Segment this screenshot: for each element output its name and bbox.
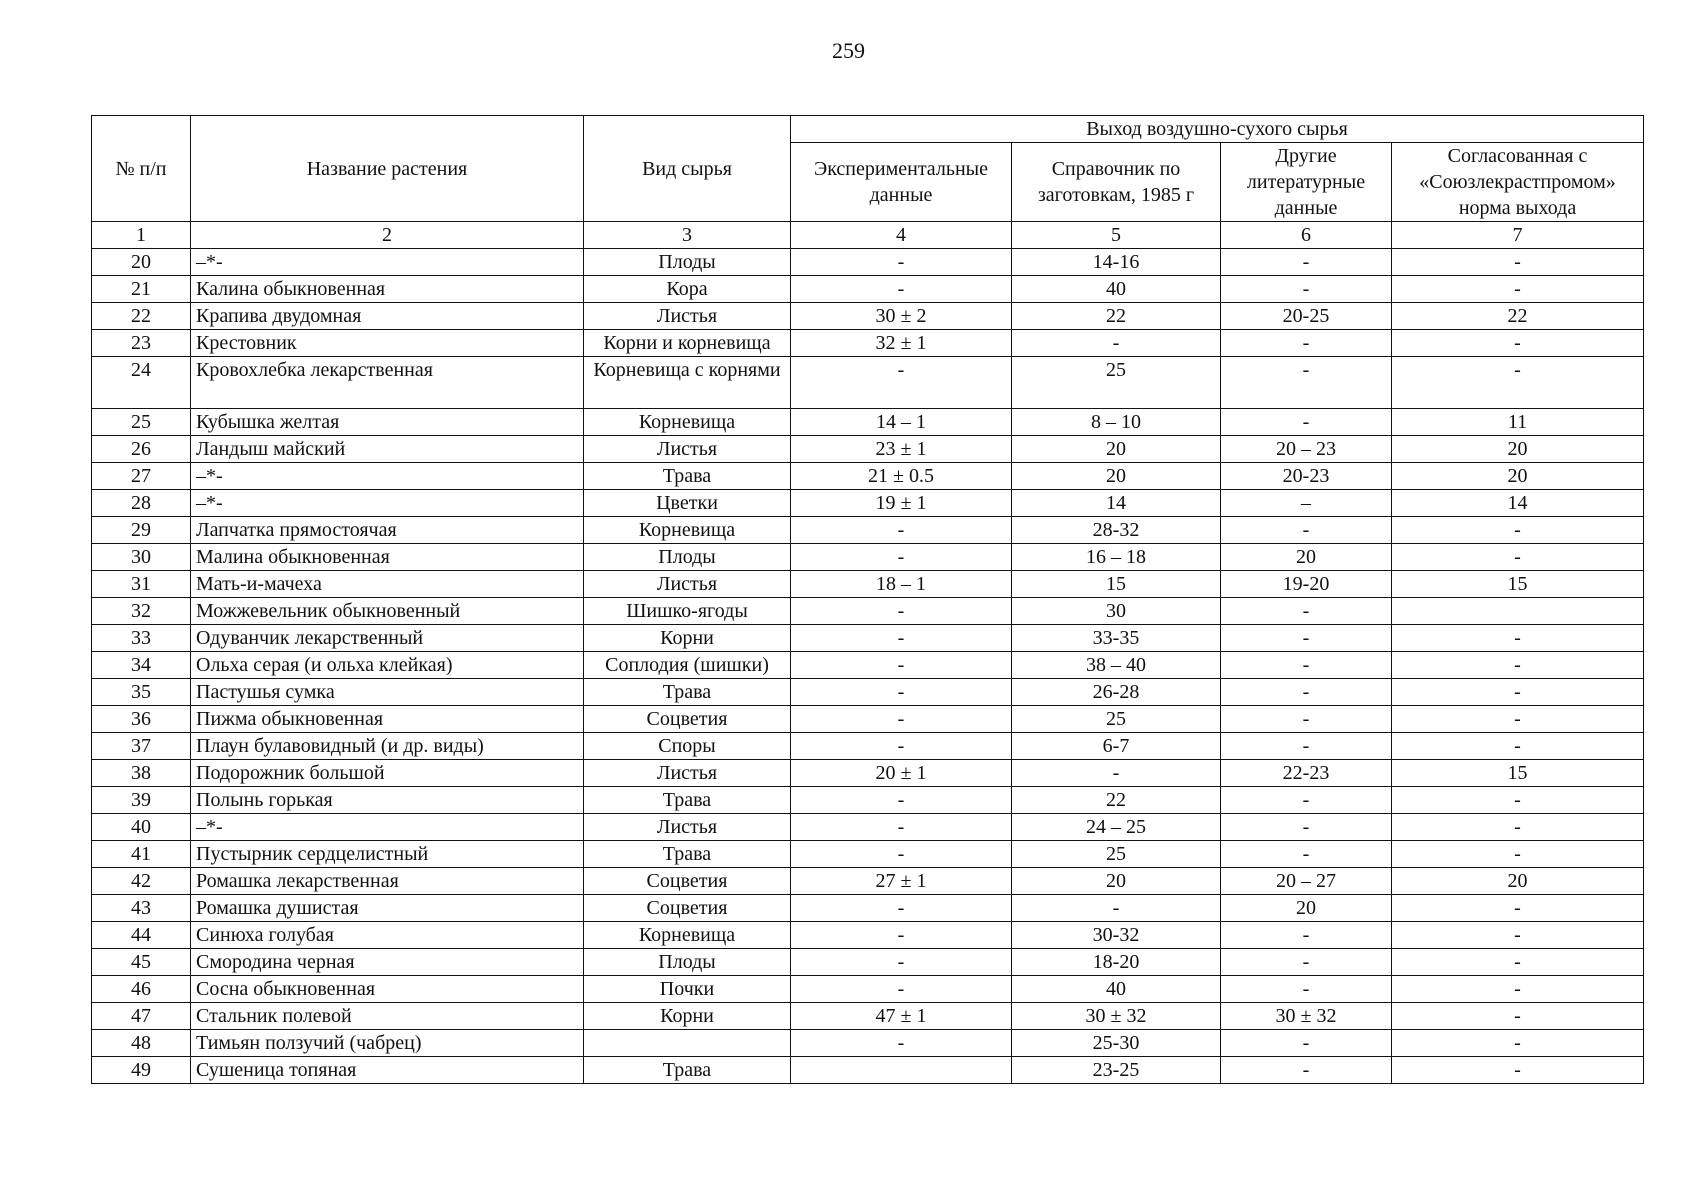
cell-num: 31: [92, 571, 191, 598]
cell-experimental: -: [791, 249, 1012, 276]
cell-agreed-norm: 20: [1392, 868, 1644, 895]
cell-reference-1985: 15: [1012, 571, 1221, 598]
cell-agreed-norm: -: [1392, 249, 1644, 276]
cell-reference-1985: 25: [1012, 706, 1221, 733]
cell-raw-type: Корни: [584, 1003, 791, 1030]
table-row: [92, 679, 1644, 706]
cell-experimental: 32 ± 1: [791, 330, 1012, 357]
cell-reference-1985: 16 – 18: [1012, 544, 1221, 571]
cell-agreed-norm: 20: [1392, 463, 1644, 490]
cell-other-literature: -: [1221, 787, 1392, 814]
cell-raw-type: Корни: [584, 625, 791, 652]
cell-other-literature: 20 – 23: [1221, 436, 1392, 463]
table-row: [92, 1030, 1644, 1057]
cell-experimental: 27 ± 1: [791, 868, 1012, 895]
cell-agreed-norm: 22: [1392, 303, 1644, 330]
table-row: [92, 760, 1644, 787]
cell-plant-name: –*-: [191, 490, 584, 517]
cell-other-literature: -: [1221, 922, 1392, 949]
cell-plant-name: Ландыш майский: [191, 436, 584, 463]
cell-experimental: 14 – 1: [791, 409, 1012, 436]
cell-raw-type: Плоды: [584, 249, 791, 276]
cell-num: 36: [92, 706, 191, 733]
cell-raw-type: Плоды: [584, 544, 791, 571]
cell-other-literature: -: [1221, 598, 1392, 625]
cell-raw-type: Корни и корневища: [584, 330, 791, 357]
cell-agreed-norm: -: [1392, 922, 1644, 949]
cell-reference-1985: 33-35: [1012, 625, 1221, 652]
cell-num: 29: [92, 517, 191, 544]
cell-num: 27: [92, 463, 191, 490]
column-number: 6: [1221, 222, 1392, 249]
cell-plant-name: Подорожник большой: [191, 760, 584, 787]
cell-reference-1985: 25: [1012, 841, 1221, 868]
cell-raw-type: Кора: [584, 276, 791, 303]
cell-reference-1985: 25: [1012, 357, 1221, 409]
cell-plant-name: Мать-и-мачеха: [191, 571, 584, 598]
cell-reference-1985: 40: [1012, 976, 1221, 1003]
cell-experimental: -: [791, 706, 1012, 733]
cell-other-literature: -: [1221, 409, 1392, 436]
cell-other-literature: -: [1221, 652, 1392, 679]
table-row: [92, 1003, 1644, 1030]
cell-plant-name: Плаун булавовидный (и др. виды): [191, 733, 584, 760]
table-row: [92, 787, 1644, 814]
cell-raw-type: Листья: [584, 436, 791, 463]
cell-reference-1985: 40: [1012, 276, 1221, 303]
column-number: 7: [1392, 222, 1644, 249]
table-row: [92, 841, 1644, 868]
header-experimental: Экспериментальные данные: [791, 143, 1012, 222]
cell-num: 41: [92, 841, 191, 868]
table-row: [92, 625, 1644, 652]
cell-agreed-norm: -: [1392, 895, 1644, 922]
cell-reference-1985: -: [1012, 895, 1221, 922]
cell-agreed-norm: -: [1392, 733, 1644, 760]
cell-plant-name: Калина обыкновенная: [191, 276, 584, 303]
table-row: [92, 303, 1644, 330]
cell-reference-1985: 30: [1012, 598, 1221, 625]
cell-reference-1985: -: [1012, 760, 1221, 787]
cell-agreed-norm: -: [1392, 276, 1644, 303]
cell-agreed-norm: 11: [1392, 409, 1644, 436]
cell-raw-type: Корневища с корнями: [584, 357, 791, 409]
column-number: 5: [1012, 222, 1221, 249]
cell-plant-name: Кубышка желтая: [191, 409, 584, 436]
cell-agreed-norm: -: [1392, 652, 1644, 679]
cell-agreed-norm: -: [1392, 787, 1644, 814]
cell-reference-1985: 8 – 10: [1012, 409, 1221, 436]
table-row: [92, 922, 1644, 949]
cell-plant-name: Малина обыкновенная: [191, 544, 584, 571]
cell-other-literature: -: [1221, 949, 1392, 976]
cell-raw-type: Трава: [584, 679, 791, 706]
cell-experimental: -: [791, 625, 1012, 652]
cell-raw-type: Корневища: [584, 517, 791, 544]
cell-num: 32: [92, 598, 191, 625]
cell-agreed-norm: 14: [1392, 490, 1644, 517]
cell-experimental: 21 ± 0.5: [791, 463, 1012, 490]
cell-experimental: -: [791, 976, 1012, 1003]
cell-num: 42: [92, 868, 191, 895]
cell-num: 43: [92, 895, 191, 922]
cell-reference-1985: 25-30: [1012, 1030, 1221, 1057]
cell-raw-type: Шишко-ягоды: [584, 598, 791, 625]
cell-plant-name: Ромашка душистая: [191, 895, 584, 922]
cell-experimental: -: [791, 841, 1012, 868]
plant-yield-table: [91, 115, 1644, 1084]
cell-raw-type: [584, 1030, 791, 1057]
table-row: [92, 249, 1644, 276]
cell-other-literature: -: [1221, 625, 1392, 652]
cell-reference-1985: 18-20: [1012, 949, 1221, 976]
cell-other-literature: -: [1221, 733, 1392, 760]
cell-num: 24: [92, 357, 191, 409]
cell-plant-name: Полынь горькая: [191, 787, 584, 814]
cell-other-literature: -: [1221, 679, 1392, 706]
cell-plant-name: Лапчатка прямостоячая: [191, 517, 584, 544]
cell-reference-1985: 26-28: [1012, 679, 1221, 706]
cell-num: 49: [92, 1057, 191, 1084]
cell-num: 22: [92, 303, 191, 330]
cell-experimental: -: [791, 679, 1012, 706]
cell-experimental: -: [791, 733, 1012, 760]
cell-raw-type: Трава: [584, 1057, 791, 1084]
cell-plant-name: Смородина черная: [191, 949, 584, 976]
column-number: 4: [791, 222, 1012, 249]
cell-experimental: 19 ± 1: [791, 490, 1012, 517]
cell-reference-1985: 30-32: [1012, 922, 1221, 949]
cell-num: 25: [92, 409, 191, 436]
cell-num: 37: [92, 733, 191, 760]
cell-other-literature: -: [1221, 357, 1392, 409]
cell-experimental: -: [791, 544, 1012, 571]
column-numbers-row: [92, 222, 1644, 249]
cell-experimental: -: [791, 1030, 1012, 1057]
cell-experimental: [791, 1057, 1012, 1084]
table-row: [92, 895, 1644, 922]
cell-experimental: -: [791, 652, 1012, 679]
cell-num: 39: [92, 787, 191, 814]
cell-raw-type: Трава: [584, 787, 791, 814]
cell-plant-name: Одуванчик лекарственный: [191, 625, 584, 652]
header-yield-group: Выход воздушно-сухого сырья: [791, 116, 1644, 143]
cell-raw-type: Споры: [584, 733, 791, 760]
header-plant-name: Название растения: [191, 116, 584, 222]
cell-experimental: -: [791, 895, 1012, 922]
cell-raw-type: Соцветия: [584, 895, 791, 922]
column-number: 3: [584, 222, 791, 249]
table-row: [92, 733, 1644, 760]
cell-raw-type: Листья: [584, 571, 791, 598]
cell-agreed-norm: 20: [1392, 436, 1644, 463]
cell-raw-type: Плоды: [584, 949, 791, 976]
cell-num: 35: [92, 679, 191, 706]
table-row: [92, 868, 1644, 895]
header-agreed-norm: Согласованная с «Союзлекрастпромом» норма выхода: [1392, 143, 1644, 222]
cell-raw-type: Трава: [584, 463, 791, 490]
cell-reference-1985: -: [1012, 330, 1221, 357]
table-row: [92, 409, 1644, 436]
cell-other-literature: -: [1221, 517, 1392, 544]
cell-num: 34: [92, 652, 191, 679]
cell-num: 48: [92, 1030, 191, 1057]
cell-other-literature: 20: [1221, 544, 1392, 571]
cell-plant-name: Кровохлебка лекарственная: [191, 357, 584, 409]
cell-num: 23: [92, 330, 191, 357]
cell-agreed-norm: -: [1392, 976, 1644, 1003]
cell-reference-1985: 22: [1012, 303, 1221, 330]
table-row: [92, 276, 1644, 303]
cell-other-literature: -: [1221, 1030, 1392, 1057]
cell-plant-name: Пижма обыкновенная: [191, 706, 584, 733]
header-raw-type: Вид сырья: [584, 116, 791, 222]
cell-plant-name: Сушеница топяная: [191, 1057, 584, 1084]
cell-other-literature: 20-25: [1221, 303, 1392, 330]
cell-agreed-norm: -: [1392, 544, 1644, 571]
cell-reference-1985: 14: [1012, 490, 1221, 517]
cell-num: 21: [92, 276, 191, 303]
cell-raw-type: Соплодия (шишки): [584, 652, 791, 679]
cell-other-literature: -: [1221, 706, 1392, 733]
header-num: № п/п: [92, 116, 191, 222]
table-row: [92, 949, 1644, 976]
table-row: [92, 357, 1644, 409]
cell-other-literature: -: [1221, 814, 1392, 841]
cell-agreed-norm: -: [1392, 517, 1644, 544]
cell-reference-1985: 22: [1012, 787, 1221, 814]
table-row: [92, 517, 1644, 544]
cell-experimental: -: [791, 787, 1012, 814]
cell-agreed-norm: 15: [1392, 760, 1644, 787]
cell-plant-name: –*-: [191, 463, 584, 490]
column-number: 1: [92, 222, 191, 249]
cell-agreed-norm: -: [1392, 330, 1644, 357]
cell-reference-1985: 20: [1012, 436, 1221, 463]
cell-plant-name: Тимьян ползучий (чабрец): [191, 1030, 584, 1057]
cell-plant-name: –*-: [191, 814, 584, 841]
cell-reference-1985: 14-16: [1012, 249, 1221, 276]
cell-agreed-norm: -: [1392, 625, 1644, 652]
cell-other-literature: 20-23: [1221, 463, 1392, 490]
cell-experimental: 47 ± 1: [791, 1003, 1012, 1030]
table-row: [92, 490, 1644, 517]
table-row: [92, 571, 1644, 598]
cell-agreed-norm: -: [1392, 679, 1644, 706]
cell-plant-name: Пустырник сердцелистный: [191, 841, 584, 868]
table-row: [92, 330, 1644, 357]
table-row: [92, 976, 1644, 1003]
cell-num: 40: [92, 814, 191, 841]
cell-experimental: 30 ± 2: [791, 303, 1012, 330]
cell-num: 47: [92, 1003, 191, 1030]
cell-reference-1985: 28-32: [1012, 517, 1221, 544]
cell-other-literature: –: [1221, 490, 1392, 517]
table-row: [92, 706, 1644, 733]
cell-other-literature: 20 – 27: [1221, 868, 1392, 895]
cell-other-literature: -: [1221, 276, 1392, 303]
cell-num: 26: [92, 436, 191, 463]
cell-experimental: 23 ± 1: [791, 436, 1012, 463]
cell-experimental: -: [791, 922, 1012, 949]
cell-reference-1985: 6-7: [1012, 733, 1221, 760]
cell-num: 33: [92, 625, 191, 652]
cell-reference-1985: 30 ± 32: [1012, 1003, 1221, 1030]
cell-plant-name: Ромашка лекарственная: [191, 868, 584, 895]
cell-plant-name: Сосна обыкновенная: [191, 976, 584, 1003]
header-other-literature: Другие литературные данные: [1221, 143, 1392, 222]
cell-raw-type: Листья: [584, 760, 791, 787]
cell-reference-1985: 24 – 25: [1012, 814, 1221, 841]
cell-other-literature: 22-23: [1221, 760, 1392, 787]
cell-experimental: 20 ± 1: [791, 760, 1012, 787]
cell-plant-name: –*-: [191, 249, 584, 276]
cell-agreed-norm: -: [1392, 706, 1644, 733]
cell-raw-type: Соцветия: [584, 706, 791, 733]
cell-agreed-norm: -: [1392, 357, 1644, 409]
cell-num: 20: [92, 249, 191, 276]
cell-plant-name: Крестовник: [191, 330, 584, 357]
cell-raw-type: Цветки: [584, 490, 791, 517]
cell-agreed-norm: 15: [1392, 571, 1644, 598]
cell-agreed-norm: -: [1392, 1057, 1644, 1084]
cell-other-literature: 20: [1221, 895, 1392, 922]
cell-plant-name: Синюха голубая: [191, 922, 584, 949]
cell-reference-1985: 38 – 40: [1012, 652, 1221, 679]
table-row: [92, 598, 1644, 625]
table-body: [92, 249, 1644, 1084]
cell-plant-name: Стальник полевой: [191, 1003, 584, 1030]
cell-raw-type: Трава: [584, 841, 791, 868]
cell-raw-type: Листья: [584, 303, 791, 330]
table-row: [92, 1057, 1644, 1084]
cell-experimental: 18 – 1: [791, 571, 1012, 598]
cell-other-literature: 30 ± 32: [1221, 1003, 1392, 1030]
cell-agreed-norm: -: [1392, 814, 1644, 841]
cell-num: 28: [92, 490, 191, 517]
cell-experimental: -: [791, 517, 1012, 544]
cell-agreed-norm: -: [1392, 1030, 1644, 1057]
cell-num: 46: [92, 976, 191, 1003]
cell-agreed-norm: [1392, 598, 1644, 625]
cell-agreed-norm: -: [1392, 841, 1644, 868]
cell-plant-name: Пастушья сумка: [191, 679, 584, 706]
cell-num: 45: [92, 949, 191, 976]
cell-experimental: -: [791, 949, 1012, 976]
column-number: 2: [191, 222, 584, 249]
table-row: [92, 436, 1644, 463]
cell-plant-name: Можжевельник обыкновенный: [191, 598, 584, 625]
cell-raw-type: Почки: [584, 976, 791, 1003]
cell-other-literature: -: [1221, 249, 1392, 276]
cell-plant-name: Крапива двудомная: [191, 303, 584, 330]
cell-raw-type: Листья: [584, 814, 791, 841]
cell-other-literature: -: [1221, 841, 1392, 868]
cell-experimental: -: [791, 357, 1012, 409]
cell-experimental: -: [791, 814, 1012, 841]
cell-experimental: -: [791, 598, 1012, 625]
table-row: [92, 814, 1644, 841]
cell-experimental: -: [791, 276, 1012, 303]
cell-num: 44: [92, 922, 191, 949]
cell-other-literature: -: [1221, 976, 1392, 1003]
table-row: [92, 544, 1644, 571]
cell-other-literature: -: [1221, 330, 1392, 357]
cell-raw-type: Корневища: [584, 409, 791, 436]
cell-raw-type: Корневища: [584, 922, 791, 949]
cell-other-literature: 19-20: [1221, 571, 1392, 598]
cell-num: 30: [92, 544, 191, 571]
cell-agreed-norm: -: [1392, 949, 1644, 976]
cell-num: 38: [92, 760, 191, 787]
cell-raw-type: Соцветия: [584, 868, 791, 895]
cell-other-literature: -: [1221, 1057, 1392, 1084]
cell-reference-1985: 20: [1012, 868, 1221, 895]
table-row: [92, 463, 1644, 490]
cell-agreed-norm: -: [1392, 1003, 1644, 1030]
page-number: 259: [832, 38, 865, 63]
cell-reference-1985: 23-25: [1012, 1057, 1221, 1084]
cell-plant-name: Ольха серая (и ольха клейкая): [191, 652, 584, 679]
table-row: [92, 652, 1644, 679]
cell-reference-1985: 20: [1012, 463, 1221, 490]
header-reference-1985: Справочник по заготовкам, 1985 г: [1012, 143, 1221, 222]
